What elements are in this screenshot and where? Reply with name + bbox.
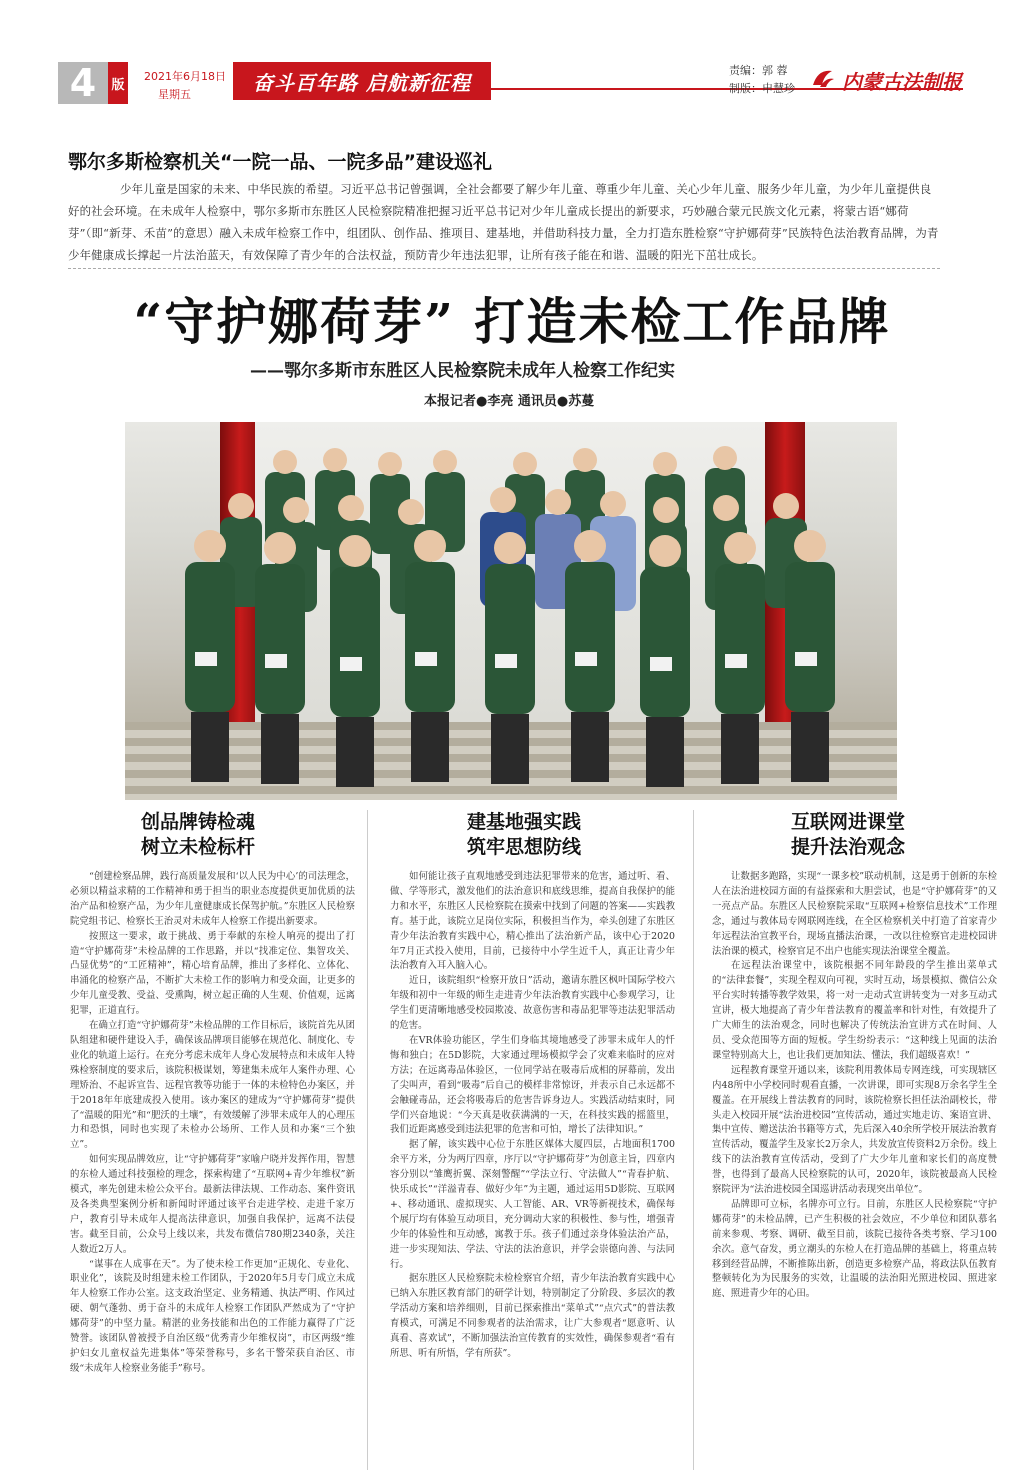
column-1-heading: 创品牌铸检魂 树立未检标杆: [140, 811, 255, 858]
column-divider: [367, 810, 368, 1470]
logo-emblem-icon: [810, 67, 836, 95]
producer-credit: 制版：申慧珍: [729, 82, 795, 95]
column-3-body: 让数据多跑路，实现“一课多校”联动机制，这是勇于创新的东检人在法治进校园方面的有益探索和大胆尝试，也是“守护娜荷芽”的又一亮点产品。东胜区人民检察院采取“互联网+检察信息技术”工作理念，通过与教体局专网联网连线，在全区检察机关中打造了首家青少年远程法治宣教平台，现场直播法治课，一改以往检察官走进校园讲法治课的模式，检察官足不出户也能实现法治课堂全覆盖。 在远程法治课堂中，该院根据不同年龄段的学生推出菜单式的“法律套餐”，实现全程双向可视，实时互动，场景模拟、微信公众平台实时转播等教学效果，将一对一走动式宣讲转变为一对多互动式宣讲，极大地提高了青少年普法教育的覆盖率和针对性，有效提升了广大师生的法治观念，同时也解决了传统法治宣讲方式在时间、人员、受众范围等方面的短板。学生纷纷表示：“这种线上见面的法治课堂特别高大上，也让我们更加知法、懂法，我们超级喜欢！” 远程教育课堂开通以来，该院利用教体局专网连线，可实现辖区内48所中小学校同时观看直播，一次讲课，即可实现8万余名学生全覆盖。在开展线上普法教育的同时，该院检察长担任法治副校长，带头走入校园开展“法治进校园”宣传活动，通过实地走访、案语宣讲、集中宣传、赠送法治书籍等方式，先后深入40余所学校开展法治教育宣传活动，覆盖学生及家长2万余人，共发放宣传资料2万余份。线上线下的法治教育宣传活动，受到了广大少年儿童和家长们的高度赞誉，也得到了最高人民检察院的认可，2020年，该院被最高人民检察院评为“法治进校园全国巡讲活动表现突出单位”。 品牌即可立标，名牌亦可立行。目前，东胜区人民检察院“守护娜荷芽”的未检品牌，已产生积极的社会效应，不少单位和团队慕名前来参观、考察、调研、截至目前，该院已接待各类考察、学习100余次。意气奋发，勇立潮头的东检人在打造品牌的基础上，将重点转移到经营品牌，不断推陈出新，创造更多检察产品，将政法队伍教育整顿转化为为民服务的实效，让温暖的法治阳光照进校园、照进家庭、照进青少年的心田。: [712, 871, 997, 1300]
logo-name: 内蒙古法制报: [842, 70, 962, 94]
section-title: 鄂尔多斯检察机关“一院一品、一院多品”建设巡礼: [68, 151, 492, 173]
editor-credit: 责编：郭 蓉: [729, 64, 788, 77]
column-2-body: 如何能让孩子直观地感受到违法犯罪带来的危害，通过听、看、做、学等形式，激发他们的法治意识和底线思维，提高自我保护的能力和水平，东胜区人民检察院在摸索中找到了问题的答案——实践教育。基于此，该院立足岗位实际，积极担当作为，牵头创建了东胜区青少年法治教育实践中心，精心推出了法治新产品，该中心于2020年7月正式投入使用，目前，已接待中小学生近千人，真正让青少年法治教育入耳入脑入心。 近日，该院组织“检察开放日”活动，邀请东胜区枫叶国际学校六年级和初中一年级的师生走进青少年法治教育实践中心参观学习，让学生们更清晰地感受校园欺凌、故意伤害和毒品犯罪等违法犯罪活动的危害。 在VR体验功能区，学生们身临其境地感受了涉罪未成年人的忏悔和独白；在5D影院，大家通过理场模拟学会了灾难来临时的应对方法；在远离毒品体验区，一位同学站在吸毒后成相的屏幕前，发出了尖叫声，看到“吸毒”后自己的模样非常惊讶，并表示自己永远都不会触碰毒品，还会将吸毒后的危害告诉身边人。实践活动结束时，同学们兴奋地说：“今天真是收获满满的一天，在科技实践的摇篮里，我们近距离感受到违法犯罪的危害和可怕，增长了法律知识。” 据了解，该实践中心位于东胜区媒体大厦四层，占地面积1700余平方米，分为两厅四章，序厅以“守护娜荷芽”为创意主旨，四章内容分别以“雏鹰折翼、深刻警醒”“学法立行、守法做人”“青春护航、快乐成长”“洋溢青春、做好少年”为主题，通过运用5D影院、互联网+、移动通讯、虚拟现实、人工智能、AR、VR等新视技术，确保每个展厅均有体验互动项目，充分调动大家的积极性、参与性，增强青少年的体验性和互动感，寓教于乐。孩子们通过亲身体验法治产品，进一步实现知法、学法、守法的法治意识，并学会崇德向善、与法同行。 据东胜区人民检察院未检检察官介绍，青少年法治教育实践中心已纳入东胜区教育部门的研学计划，特别制定了分阶段、多层次的教学活动方案和培养细则，目前已探索推出“菜单式”“点穴式”的普法教育模式，可满足不同参观者的法治需求，让广大参观者“愿意听、认真看、喜欢试”，不断加强法治宣传教育的实效性，确保参观者“看有所思、听有所悟，学有所获”。: [390, 871, 675, 1359]
page-number: 4: [58, 62, 108, 104]
column-2-heading: 建基地强实践 筑牢思想防线: [466, 811, 581, 858]
column-3-heading: 互联网进课堂 提升法治观念: [790, 811, 905, 858]
article-byline: 本报记者●李亮 通讯员●苏蔓: [424, 394, 595, 409]
intro-paragraph: 少年儿童是国家的未来、中华民族的希望。习近平总书记曾强调，全社会都要了解少年儿童、尊重少年儿童、关心少年儿童、服务少年儿童，为少年儿童提供良好的社会环境。在未成年人检察中，鄂尔多斯市东胜区人民检察院精准把握习近平总书记对少年儿童成长提出的新要求，巧妙融合蒙元民族文化元素，将蒙古语“娜荷芽”（即“新芽、禾苗”的意思）融入未成年检察工作中，组团队、创作品、推项目、建基地，并借助科技力量，全力打造东胜检察“守护娜荷芽”民族特色法治教育品牌，为青少年健康成长撑起一片法治蓝天，有效保障了青少年的合法权益，预防青少年违法犯罪，让所有孩子能在和谐、温暖的阳光下茁壮成长。: [68, 178, 940, 269]
edition-label: 版: [108, 62, 128, 104]
issue-date: 2021年6月18日: [144, 70, 226, 83]
article-subtitle: ——鄂尔多斯市东胜区人民检察院未成年人检察工作纪实: [250, 361, 675, 381]
newspaper-logo: [810, 66, 962, 95]
section-banner: 奋斗百年路 启航新征程: [233, 62, 491, 100]
article-title: “守护娜荷芽” 打造未检工作品牌: [133, 292, 891, 351]
issue-weekday: 星期五: [158, 88, 191, 101]
column-divider: [693, 810, 694, 1470]
group-photo: [125, 422, 897, 800]
column-1-body: “创建检察品牌，践行高质量发展和‘以人民为中心’的司法理念，必须以精益求精的工作精神和勇于担当的职业态度提供更加优质的法治产品和检察产品，为少年儿童健康成长保驾护航。”东胜区人民检察院党组书记、检察长王治灵对未成年人检察工作提出新要求。 按照这一要求，敢于挑战、勇于奉献的东检人响亮的提出了打造“守护娜荷芽”未检品牌的工作思路，并以“找准定位、集智攻关、凸显优势”的“工匠精神”，精心培育品牌，推出了多样化、立体化、串涌化的检察产品，不断扩大未检工作的影响力和受众面，让更多的少年儿童受教、受益、受熏陶，树立起正确的人生观、价值观，远离犯罪，正道直行。 在确立打造“守护娜荷芽”未检品牌的工作目标后，该院首先从团队组建和硬件建设入手，确保该品牌项目能够在规范化、制度化、专业化的轨道上运行。在充分考虑未成年人身心发展特点和未成年人特殊检察制度的要求后，该院积极谋划，筹建集未成年人案件办理、心理矫治、不起诉宣告、远程官教等功能于一体的未检特色办案区，并于2018年年底建成投入使用。该办案区的建成为“守护娜荷芽”提供了“温暖的阳光”和“肥沃的土壤”，有效缓解了涉罪未成年人的心理压力和恐惧，同时也实现了未检办公场所、工作人员和办案“三个独立”。 如何实现品牌效应，让“守护娜荷芽”家喻户晓并发挥作用，智慧的东检人通过科技强检的理念，探索构建了“互联网+青少年维权”新模式，率先创建未检公众平台。最新法律法规、工作动态、案件资讯及各类典型案例分析和新闻时评通过该平台走进学校、走进千家万户，教育引导未成年人提高法律意识，加强自我保护，远离不法侵害。截至目前，公众号上线以来，共发布微信780期2340条，关注人数近2万人。 “谋事在人成事在天”。为了使未检工作更加“正规化、专业化、职业化”，该院及时组建未检工作团队，于2020年5月专门成立未成年人检察工作办公室。这支政治坚定、业务精通、执法严明、作风过硬、朝气蓬勃、勇于奋斗的未成年人检察工作团队严然成为了“守护娜荷芽”的中坚力量。精湛的业务技能和出色的工作能力赢得了广泛赞誉。该团队曾被授予自治区级“优秀青少年维权岗”，市区两级“维护妇女儿童权益先进集体”等荣誉称号，多名干警荣获自治区、市级“未成年人检察业务能手”称号。: [70, 871, 355, 1374]
students-figures: [125, 422, 897, 800]
